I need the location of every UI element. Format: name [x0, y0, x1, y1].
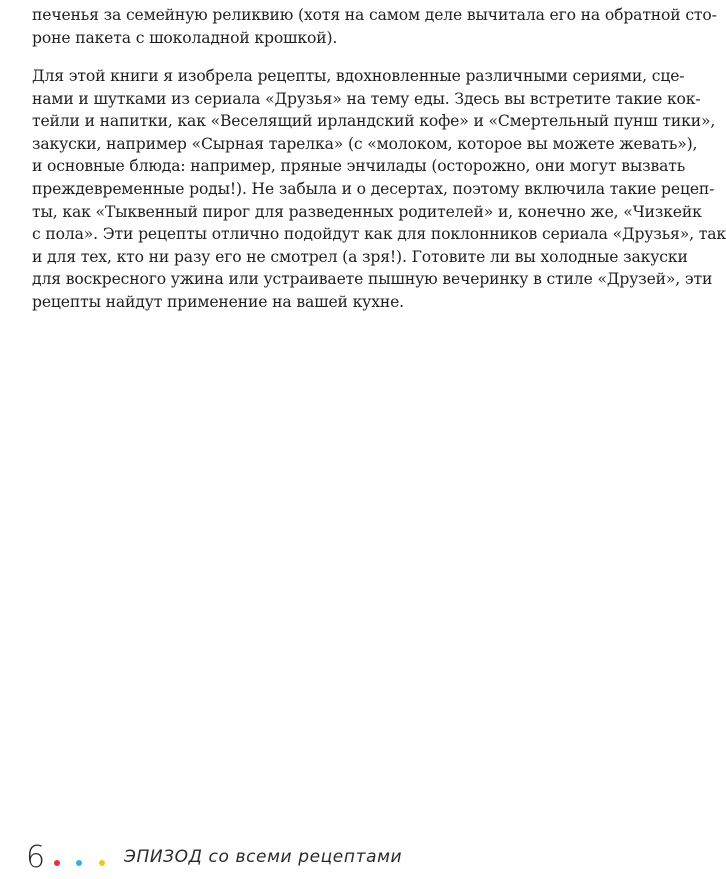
page-footer — [0, 840, 647, 879]
text-line: тейли и напитки, как «Веселящий ирландский кофе» и «Смертельный пунш тики», — [32, 112, 716, 131]
text-line: нами и шутками из сериала «Друзья» на тему еды. Здесь вы встретите такие кок- — [32, 89, 701, 108]
text-line: рецепты найдут применение на вашей кухне. — [32, 292, 404, 311]
yellow-dot-icon — [99, 860, 105, 866]
page-number: 6 — [26, 840, 46, 875]
text-line: ты, как «Тыквенный пирог для разведенных родителей» и, конечно же, «Чизкейк — [32, 202, 702, 221]
text-line: роне пакета с шоколадной крошкой). — [32, 28, 338, 47]
red-dot-icon — [54, 860, 60, 866]
text-line: Для этой книги я изобрела рецепты, вдохновленные различными сериями, сце- — [32, 67, 685, 85]
text-line: преждевременные роды!). Не забыла и о десертах, поэтому включила такие рецеп- — [32, 179, 715, 198]
text-line: и основные блюда: например, пряные энчилады (осторожно, они могут вызвать — [32, 157, 686, 176]
text-line: закуски, например «Сырная тарелка» (с «молоком, которое вы можете жевать»), — [32, 134, 698, 153]
text-line: печенья за семейную реликвию (хотя на самом деле вычитала его на обратной сто- — [32, 6, 717, 24]
running-head: ЭПИЗОД со всеми рецептами — [124, 847, 403, 867]
blue-dot-icon — [76, 860, 82, 866]
paragraph-2 — [32, 65, 726, 314]
paragraph-1 — [32, 4, 717, 49]
text-line: и для тех, кто ни разу его не смотрел (а зря!). Готовите ли вы холодные закуски — [32, 247, 688, 266]
text-line: с пола». Эти рецепты отлично подойдут как для поклонников сериала «Друзья», так — [32, 225, 726, 244]
text-line: для воскресного ужина или устраиваете пышную вечеринку в стиле «Друзей», эти — [32, 270, 713, 289]
decorative-dots — [54, 860, 114, 870]
